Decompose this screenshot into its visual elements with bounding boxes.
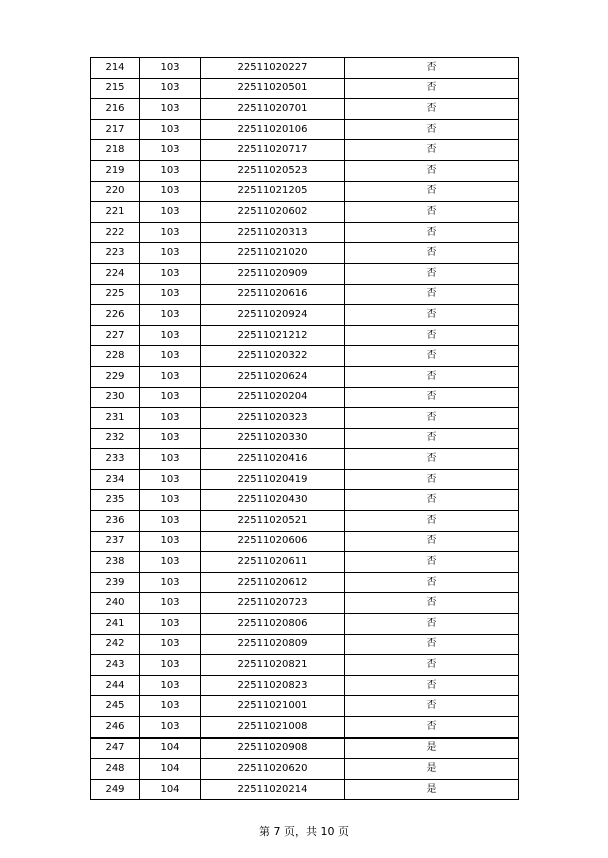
- candidate-id-cell: 22511020809: [201, 634, 345, 655]
- table-row: [91, 78, 519, 99]
- candidate-id-cell: 22511020204: [201, 387, 345, 408]
- result-cell: 否: [345, 614, 519, 635]
- candidate-id-cell: 22511021008: [201, 717, 345, 738]
- category-code-cell: 103: [140, 99, 201, 120]
- table-row: [91, 99, 519, 120]
- result-cell: 否: [345, 119, 519, 140]
- candidate-id-cell: 22511020611: [201, 552, 345, 573]
- row-number-cell: 218: [91, 140, 140, 161]
- candidate-id-cell: 22511020430: [201, 490, 345, 511]
- candidate-id-cell: 22511020717: [201, 140, 345, 161]
- table-row: [91, 387, 519, 408]
- category-code-cell: 103: [140, 552, 201, 573]
- category-code-cell: 103: [140, 449, 201, 470]
- result-cell: 否: [345, 572, 519, 593]
- row-number-cell: 248: [91, 759, 140, 780]
- row-number-cell: 249: [91, 779, 140, 800]
- result-cell: 是: [345, 779, 519, 800]
- table-row: [91, 696, 519, 717]
- result-cell: 否: [345, 387, 519, 408]
- table-row: [91, 634, 519, 655]
- candidate-id-cell: 22511020501: [201, 78, 345, 99]
- category-code-cell: 103: [140, 181, 201, 202]
- candidate-id-cell: 22511021212: [201, 325, 345, 346]
- row-number-cell: 247: [91, 738, 140, 759]
- category-code-cell: 103: [140, 387, 201, 408]
- candidate-id-cell: 22511020523: [201, 160, 345, 181]
- category-code-cell: 103: [140, 675, 201, 696]
- row-number-cell: 235: [91, 490, 140, 511]
- row-number-cell: 223: [91, 243, 140, 264]
- candidate-id-cell: 22511021001: [201, 696, 345, 717]
- category-code-cell: 104: [140, 759, 201, 780]
- candidate-id-cell: 22511020214: [201, 779, 345, 800]
- row-number-cell: 246: [91, 717, 140, 738]
- result-cell: 否: [345, 140, 519, 161]
- row-number-cell: 243: [91, 655, 140, 676]
- table-row: [91, 181, 519, 202]
- row-number-cell: 224: [91, 263, 140, 284]
- category-code-cell: 103: [140, 263, 201, 284]
- row-number-cell: 229: [91, 366, 140, 387]
- category-code-cell: 103: [140, 243, 201, 264]
- table-row: [91, 655, 519, 676]
- result-cell: 否: [345, 99, 519, 120]
- category-code-cell: 103: [140, 140, 201, 161]
- result-cell: 否: [345, 181, 519, 202]
- table-row: [91, 552, 519, 573]
- category-code-cell: 104: [140, 738, 201, 759]
- row-number-cell: 217: [91, 119, 140, 140]
- result-cell: 否: [345, 243, 519, 264]
- category-code-cell: 103: [140, 572, 201, 593]
- category-code-cell: 103: [140, 469, 201, 490]
- category-code-cell: 103: [140, 346, 201, 367]
- table-row: [91, 717, 519, 738]
- table-row: [91, 160, 519, 181]
- table-row: [91, 572, 519, 593]
- result-cell: 否: [345, 717, 519, 738]
- table-row: [91, 58, 519, 79]
- category-code-cell: 103: [140, 408, 201, 429]
- row-number-cell: 227: [91, 325, 140, 346]
- result-cell: 否: [345, 511, 519, 532]
- result-cell: 否: [345, 696, 519, 717]
- results-table-container: [90, 57, 518, 800]
- row-number-cell: 241: [91, 614, 140, 635]
- row-number-cell: 225: [91, 284, 140, 305]
- category-code-cell: 103: [140, 717, 201, 738]
- table-row: [91, 490, 519, 511]
- category-code-cell: 103: [140, 696, 201, 717]
- row-number-cell: 214: [91, 58, 140, 79]
- result-cell: 否: [345, 655, 519, 676]
- row-number-cell: 219: [91, 160, 140, 181]
- result-cell: 否: [345, 449, 519, 470]
- category-code-cell: 103: [140, 284, 201, 305]
- row-number-cell: 244: [91, 675, 140, 696]
- candidate-id-cell: 22511020909: [201, 263, 345, 284]
- row-number-cell: 242: [91, 634, 140, 655]
- row-number-cell: 228: [91, 346, 140, 367]
- candidate-id-cell: 22511020616: [201, 284, 345, 305]
- table-row: [91, 222, 519, 243]
- candidate-id-cell: 22511020330: [201, 428, 345, 449]
- result-cell: 否: [345, 305, 519, 326]
- result-cell: 否: [345, 593, 519, 614]
- row-number-cell: 231: [91, 408, 140, 429]
- table-row: [91, 738, 519, 759]
- category-code-cell: 104: [140, 779, 201, 800]
- category-code-cell: 103: [140, 366, 201, 387]
- table-row: [91, 408, 519, 429]
- result-cell: 否: [345, 490, 519, 511]
- table-row: [91, 263, 519, 284]
- category-code-cell: 103: [140, 655, 201, 676]
- category-code-cell: 103: [140, 614, 201, 635]
- table-row: [91, 325, 519, 346]
- result-cell: 否: [345, 634, 519, 655]
- candidate-id-cell: 22511020416: [201, 449, 345, 470]
- table-row: [91, 366, 519, 387]
- category-code-cell: 103: [140, 490, 201, 511]
- table-row: [91, 140, 519, 161]
- table-row: [91, 284, 519, 305]
- table-row: [91, 202, 519, 223]
- category-code-cell: 103: [140, 511, 201, 532]
- table-row: [91, 469, 519, 490]
- row-number-cell: 232: [91, 428, 140, 449]
- table-row: [91, 305, 519, 326]
- candidate-id-cell: 22511020106: [201, 119, 345, 140]
- candidate-id-cell: 22511020612: [201, 572, 345, 593]
- result-cell: 否: [345, 408, 519, 429]
- candidate-id-cell: 22511020624: [201, 366, 345, 387]
- result-cell: 否: [345, 469, 519, 490]
- result-cell: 否: [345, 263, 519, 284]
- candidate-id-cell: 22511020606: [201, 531, 345, 552]
- row-number-cell: 222: [91, 222, 140, 243]
- row-number-cell: 237: [91, 531, 140, 552]
- candidate-id-cell: 22511021020: [201, 243, 345, 264]
- table-row: [91, 759, 519, 780]
- table-row: [91, 531, 519, 552]
- candidate-id-cell: 22511020313: [201, 222, 345, 243]
- result-cell: 否: [345, 78, 519, 99]
- category-code-cell: 103: [140, 58, 201, 79]
- candidate-id-cell: 22511020227: [201, 58, 345, 79]
- row-number-cell: 238: [91, 552, 140, 573]
- category-code-cell: 103: [140, 202, 201, 223]
- candidate-id-cell: 22511020620: [201, 759, 345, 780]
- table-row: [91, 614, 519, 635]
- page-footer: 第 7 页，共 10 页: [259, 825, 349, 838]
- category-code-cell: 103: [140, 531, 201, 552]
- table-row: [91, 449, 519, 470]
- result-cell: 否: [345, 675, 519, 696]
- row-number-cell: 216: [91, 99, 140, 120]
- row-number-cell: 234: [91, 469, 140, 490]
- candidate-id-cell: 22511020322: [201, 346, 345, 367]
- row-number-cell: 240: [91, 593, 140, 614]
- result-cell: 否: [345, 552, 519, 573]
- row-number-cell: 245: [91, 696, 140, 717]
- candidate-id-cell: 22511020701: [201, 99, 345, 120]
- table-row: [91, 243, 519, 264]
- candidate-id-cell: 22511020419: [201, 469, 345, 490]
- table-row: [91, 593, 519, 614]
- table-row: [91, 119, 519, 140]
- candidate-id-cell: 22511020924: [201, 305, 345, 326]
- category-code-cell: 103: [140, 119, 201, 140]
- category-code-cell: 103: [140, 325, 201, 346]
- table-row: [91, 675, 519, 696]
- candidate-id-cell: 22511020521: [201, 511, 345, 532]
- table-row: [91, 346, 519, 367]
- row-number-cell: 236: [91, 511, 140, 532]
- results-table: [90, 57, 519, 800]
- category-code-cell: 103: [140, 160, 201, 181]
- result-cell: 否: [345, 58, 519, 79]
- result-cell: 是: [345, 759, 519, 780]
- candidate-id-cell: 22511021205: [201, 181, 345, 202]
- table-row: [91, 428, 519, 449]
- candidate-id-cell: 22511020723: [201, 593, 345, 614]
- row-number-cell: 215: [91, 78, 140, 99]
- result-cell: 否: [345, 428, 519, 449]
- row-number-cell: 220: [91, 181, 140, 202]
- row-number-cell: 239: [91, 572, 140, 593]
- result-cell: 否: [345, 366, 519, 387]
- result-cell: 是: [345, 738, 519, 759]
- category-code-cell: 103: [140, 428, 201, 449]
- row-number-cell: 230: [91, 387, 140, 408]
- row-number-cell: 221: [91, 202, 140, 223]
- table-row: [91, 511, 519, 532]
- table-row: [91, 779, 519, 800]
- category-code-cell: 103: [140, 634, 201, 655]
- result-cell: 否: [345, 202, 519, 223]
- result-cell: 否: [345, 531, 519, 552]
- row-number-cell: 226: [91, 305, 140, 326]
- candidate-id-cell: 22511020602: [201, 202, 345, 223]
- category-code-cell: 103: [140, 78, 201, 99]
- category-code-cell: 103: [140, 593, 201, 614]
- category-code-cell: 103: [140, 305, 201, 326]
- candidate-id-cell: 22511020823: [201, 675, 345, 696]
- candidate-id-cell: 22511020806: [201, 614, 345, 635]
- result-cell: 否: [345, 160, 519, 181]
- candidate-id-cell: 22511020908: [201, 738, 345, 759]
- candidate-id-cell: 22511020821: [201, 655, 345, 676]
- results-table-body: [91, 58, 519, 800]
- candidate-id-cell: 22511020323: [201, 408, 345, 429]
- result-cell: 否: [345, 222, 519, 243]
- result-cell: 否: [345, 284, 519, 305]
- row-number-cell: 233: [91, 449, 140, 470]
- category-code-cell: 103: [140, 222, 201, 243]
- result-cell: 否: [345, 346, 519, 367]
- result-cell: 否: [345, 325, 519, 346]
